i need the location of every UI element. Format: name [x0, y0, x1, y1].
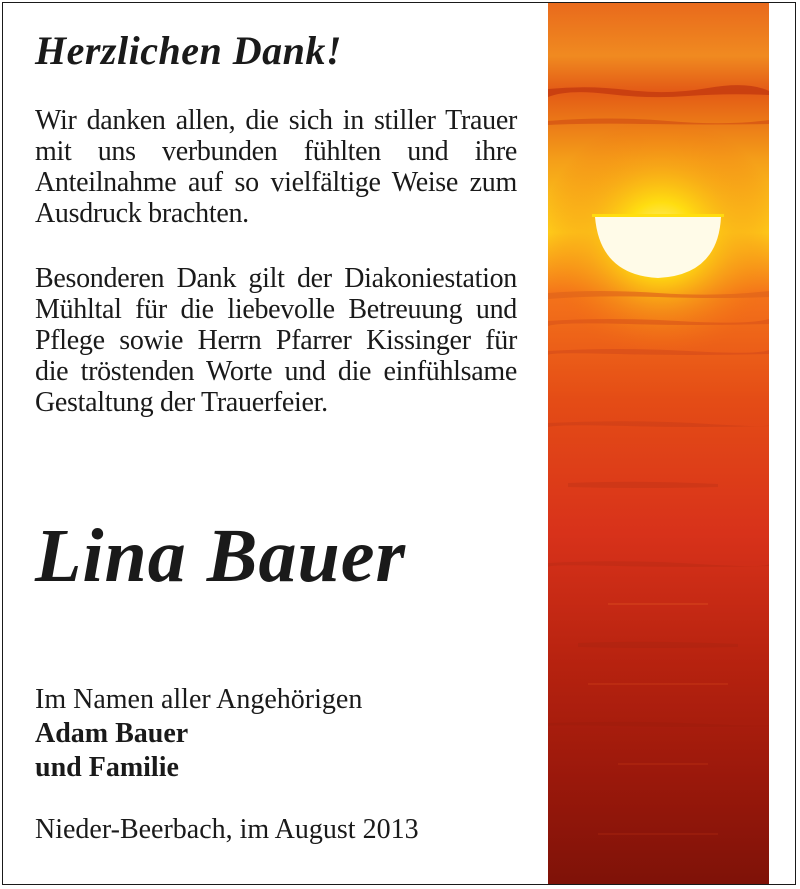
- text-column: [35, 3, 525, 885]
- signature-name: Adam Bauer: [35, 718, 189, 749]
- notice-title: Herzlichen Dank!: [35, 28, 342, 73]
- sunset-image: [548, 3, 769, 885]
- sun-rim: [592, 214, 724, 217]
- special-thanks-paragraph: Besonderen Dank gilt der Diakoniestation Mühltal für die liebevolle Betreuung und Pflege sowie Herrn Pfarrer Kissinger für die tröstenden Worte und die einfühlsame Gestaltung der Trauerfeier.: [35, 263, 517, 418]
- signature-intro: Im Namen aller Angehörigen: [35, 684, 363, 715]
- sunset-graphic: [548, 3, 769, 885]
- notice-frame: [2, 2, 796, 885]
- signature-block: [35, 683, 362, 785]
- signature-family: und Familie: [35, 752, 179, 783]
- deceased-name: Lina Bauer: [35, 514, 407, 598]
- place-date: Nieder-Beerbach, im August 2013: [35, 814, 419, 845]
- thanks-paragraph: Wir danken allen, die sich in stiller Trauer mit uns verbunden fühlten und ihre Anteilnahme auf so vielfältige Weise zum Ausdruck brachten.: [35, 105, 517, 229]
